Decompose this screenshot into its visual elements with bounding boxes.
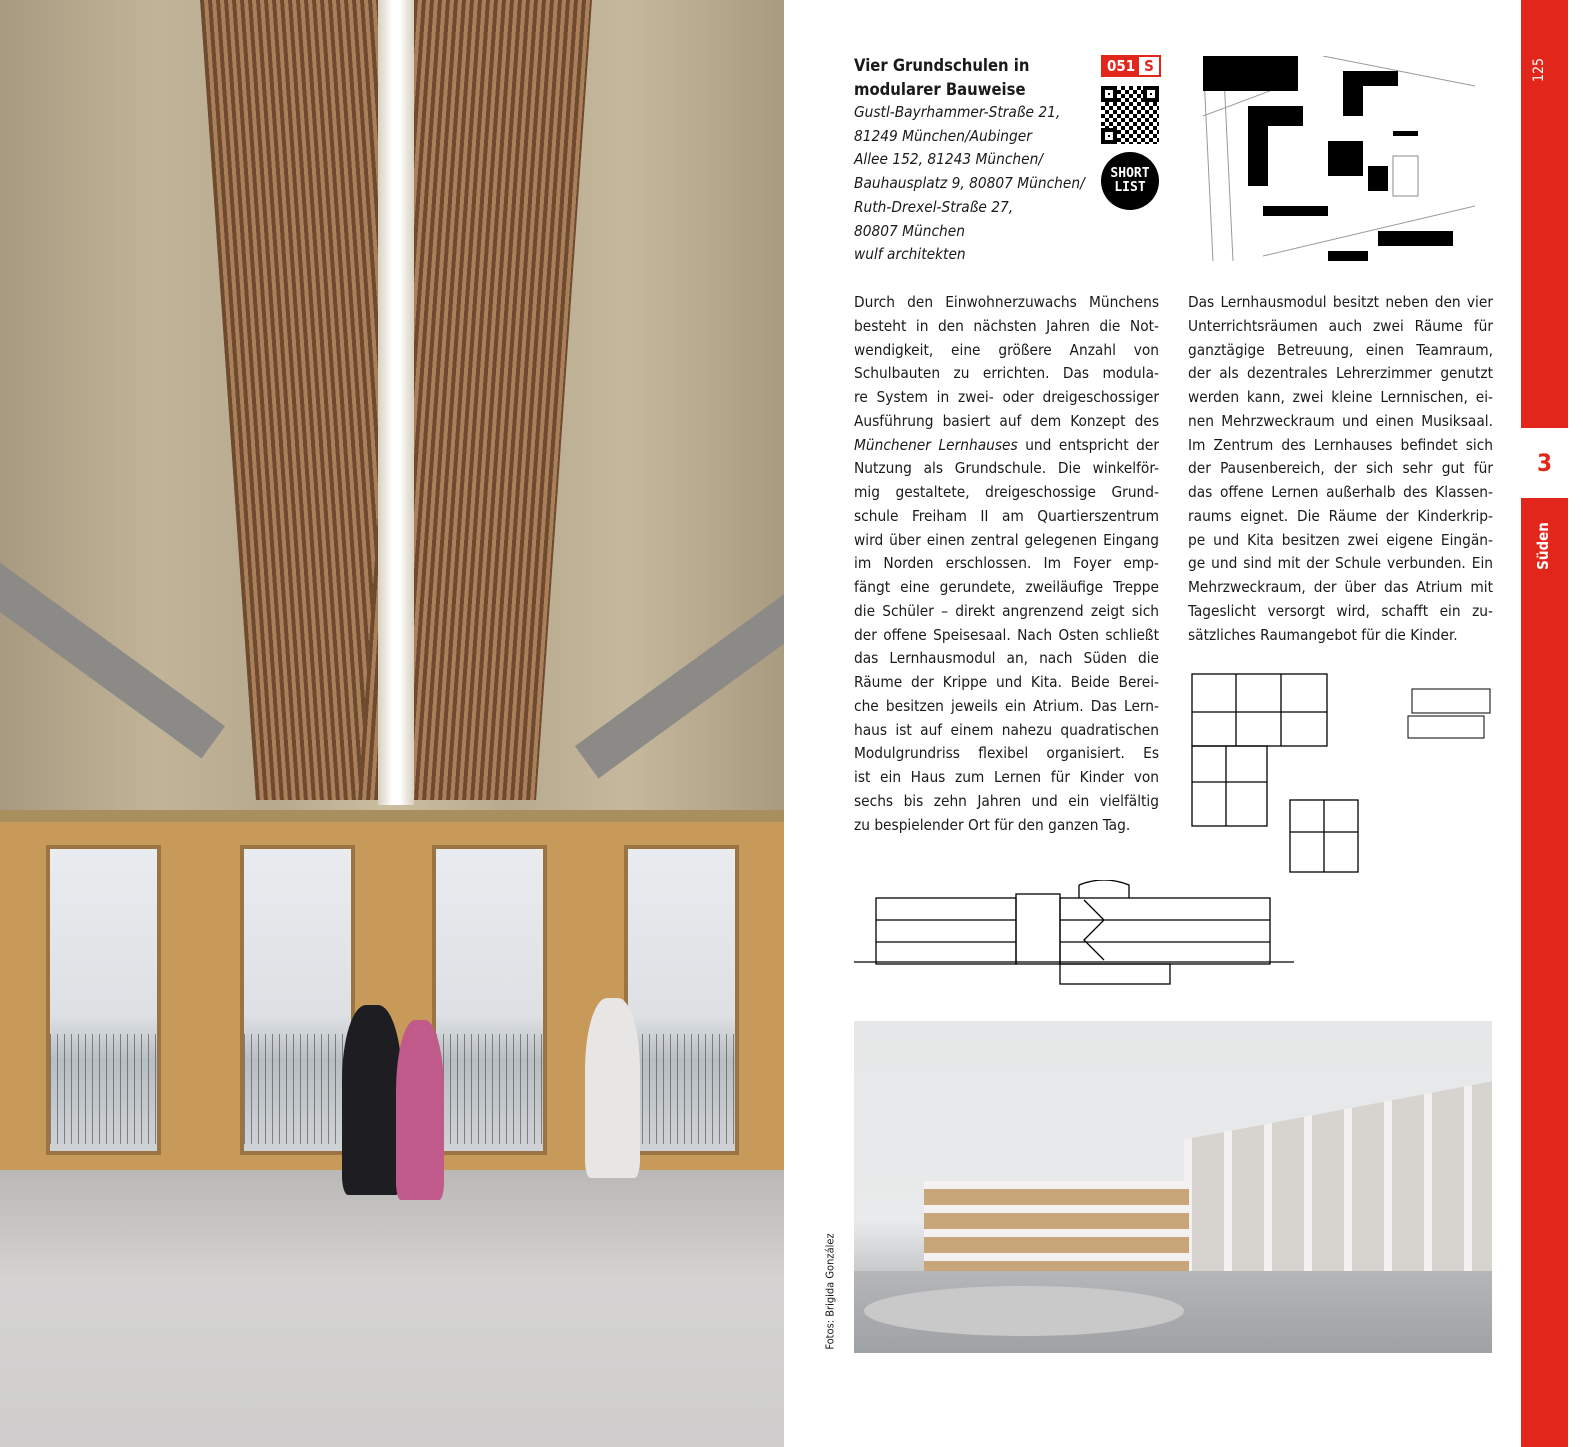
page-number: 125: [1531, 57, 1547, 83]
text-run: Unterrichtsräumen auch zwei Räume für: [1188, 316, 1493, 335]
text-line: [854, 386, 1159, 410]
text-line: [854, 647, 1159, 671]
text-line: [1188, 386, 1493, 410]
text-run: pe und Kita besitzen zwei eigene Eingän-: [1188, 530, 1493, 549]
text-line: [854, 814, 1159, 838]
text-run: Das Lernhausmodul besitzt neben den vier: [1188, 293, 1493, 311]
text-run: sätzliches Raumangebot für die Kinder.: [1188, 625, 1458, 644]
entry-number-badge: [1101, 55, 1161, 77]
text-run: der Pausenbereich, der sich sehr gut für: [1188, 459, 1493, 478]
window: [624, 845, 739, 1155]
text-run: Ausführung basiert auf dem Konzept des: [854, 411, 1159, 430]
body-text-column-1: [854, 291, 1159, 837]
text-line: [1188, 339, 1493, 363]
chapter-name: Süden: [1534, 522, 1552, 570]
address-line: Allee 152, 81243 München/: [854, 150, 1043, 169]
text-run: Modulgrundriss flexibel organisiert. Es: [854, 744, 1159, 763]
text-line: [854, 291, 1159, 315]
text-run: zu bespielender Ort für den ganzen Tag.: [854, 815, 1131, 834]
entry-category: S: [1139, 57, 1159, 75]
text-line: [854, 719, 1159, 743]
qr-code[interactable]: [1101, 86, 1159, 144]
text-line: [1188, 434, 1493, 458]
school-building-right: [1184, 1081, 1492, 1276]
text-run: die Schüler – direkt angrenzend zeigt sich: [854, 601, 1159, 620]
child-figure: [585, 998, 640, 1178]
text-run: und entspricht der: [1017, 435, 1159, 454]
text-run: der als dezentrales Lehrerzimmer genutzt: [1188, 364, 1493, 383]
text-line: [1188, 291, 1493, 315]
text-run: mig gestaltete, dreigeschossige Grund-: [854, 483, 1159, 501]
text-run: Im Zentrum des Lernhauses befindet sich: [1188, 435, 1493, 454]
text-line: [854, 624, 1159, 648]
text-line: [854, 481, 1159, 505]
exterior-photo: [854, 1021, 1492, 1353]
text-line: [1188, 315, 1493, 339]
text-line: [854, 695, 1159, 719]
site-plan: [1203, 56, 1475, 261]
text-run: Tageslicht versorgt wird, schafft ein zu-: [1188, 601, 1493, 620]
entry-header: [854, 54, 1094, 267]
text-run: das Lernhausmodul an, nach Süden die: [854, 649, 1159, 668]
text-run: Schulbauten zu errichten. Das modula-: [854, 364, 1159, 383]
text-line: [1188, 362, 1493, 386]
window: [46, 845, 161, 1155]
text-run: Mehrzweckraum, der über das Atrium mit: [1188, 578, 1493, 596]
floor-plan: [1186, 672, 1362, 874]
chapter-number: 3: [1521, 428, 1568, 498]
text-run: fängt eine gerundete, zweiläufige Treppe: [854, 578, 1159, 596]
address-line: Gustl-Bayrhammer-Straße 21,: [854, 103, 1061, 121]
text-run: besteht in den nächsten Jahren die Not-: [854, 316, 1159, 335]
entry-title-line: modularer Bauweise: [854, 79, 1026, 99]
text-line: [1188, 529, 1493, 553]
text-run: das offene Lernen außerhalb des Klassen-: [1188, 483, 1493, 501]
text-line: [854, 505, 1159, 529]
text-run: nen Mehrzweckraum und einen Musiksaal.: [1188, 411, 1493, 430]
text-line: [1188, 457, 1493, 481]
shortlist-text: SHORT: [1110, 166, 1150, 181]
text-line: [1188, 410, 1493, 434]
window: [432, 845, 547, 1155]
italic-term: Münchener Lernhauses: [854, 435, 1018, 454]
text-line: [1188, 505, 1493, 529]
shortlist-badge: [1101, 152, 1159, 210]
text-run: che besitzen jeweils ein Atrium. Das Lern-: [854, 696, 1159, 715]
text-line: [854, 410, 1159, 434]
elevation-key-plan: [1406, 686, 1492, 744]
interior-photo: [0, 0, 784, 1447]
entry-title-line: Vier Grundschulen in: [854, 56, 1030, 75]
text-run: raums eignet. Die Räume der Kinderkrip-: [1188, 506, 1493, 525]
text-line: [854, 457, 1159, 481]
text-line: [1188, 552, 1493, 576]
text-line: [854, 362, 1159, 386]
text-line: [854, 766, 1159, 790]
architect: wulf architekten: [854, 245, 966, 264]
text-run: Durch den Einwohnerzuwachs Münchens: [854, 293, 1159, 311]
text-run: werden kann, zwei kleine Lernnischen, ei-: [1188, 388, 1493, 406]
text-run: im Norden erschlossen. Im Foyer emp-: [854, 554, 1159, 573]
floor: [0, 1170, 784, 1447]
text-run: wendigkeit, eine größere Anzahl von: [854, 340, 1159, 359]
address-line: Bauhausplatz 9, 80807 München/: [854, 174, 1085, 193]
school-building-back: [924, 1181, 1189, 1271]
photo-credit: Fotos: Brigida González: [823, 1233, 837, 1350]
address-line: 80807 München: [854, 221, 965, 240]
text-run: der offene Speisesaal. Nach Osten schließt: [854, 625, 1159, 644]
yard-marking: [864, 1286, 1184, 1336]
text-line: [854, 529, 1159, 553]
text-line: [1188, 481, 1493, 505]
address-line: Ruth-Drexel-Straße 27,: [854, 197, 1014, 216]
entry-number: 051: [1103, 57, 1139, 75]
chapter-sidebar: [1521, 0, 1568, 1447]
text-line: [854, 790, 1159, 814]
text-line: [854, 671, 1159, 695]
address-line: 81249 München/Aubinger: [854, 126, 1032, 145]
body-text-column-2: [1188, 291, 1493, 647]
text-run: Räume der Krippe und Kita. Beide Berei-: [854, 673, 1159, 691]
child-figure: [396, 1020, 444, 1200]
text-run: ganztägige Betreuung, einen Teamraum,: [1188, 340, 1493, 359]
text-line: [854, 576, 1159, 600]
text-line: [1188, 600, 1493, 624]
text-run: wird über einen zentral gelegenen Eingang: [854, 530, 1159, 549]
text-line: [1188, 576, 1493, 600]
text-run: Nutzung als Grundschule. Die winkelför-: [854, 459, 1159, 478]
text-line: [1188, 624, 1493, 648]
text-line: [854, 742, 1159, 766]
text-run: ist ein Haus zum Lernen für Kinder von: [854, 768, 1159, 786]
text-run: sechs bis zehn Jahren und ein vielfältig: [854, 791, 1159, 810]
text-run: haus ist auf einem nahezu quadratischen: [854, 720, 1159, 739]
text-run: schule Freiham II am Quartierszentrum: [854, 506, 1159, 525]
text-run: ge und sind mit der Schule verbunden. Ein: [1188, 554, 1493, 573]
skylight: [378, 0, 414, 805]
child-figure: [342, 1005, 402, 1195]
shortlist-text: LIST: [1114, 180, 1146, 195]
text-line: [854, 552, 1159, 576]
text-run: re System in zwei- oder dreigeschossiger: [854, 388, 1159, 406]
text-line: [854, 315, 1159, 339]
text-line: [854, 434, 1159, 458]
text-line: [854, 339, 1159, 363]
window: [240, 845, 355, 1155]
text-line: [854, 600, 1159, 624]
section-drawing: [854, 880, 1294, 986]
